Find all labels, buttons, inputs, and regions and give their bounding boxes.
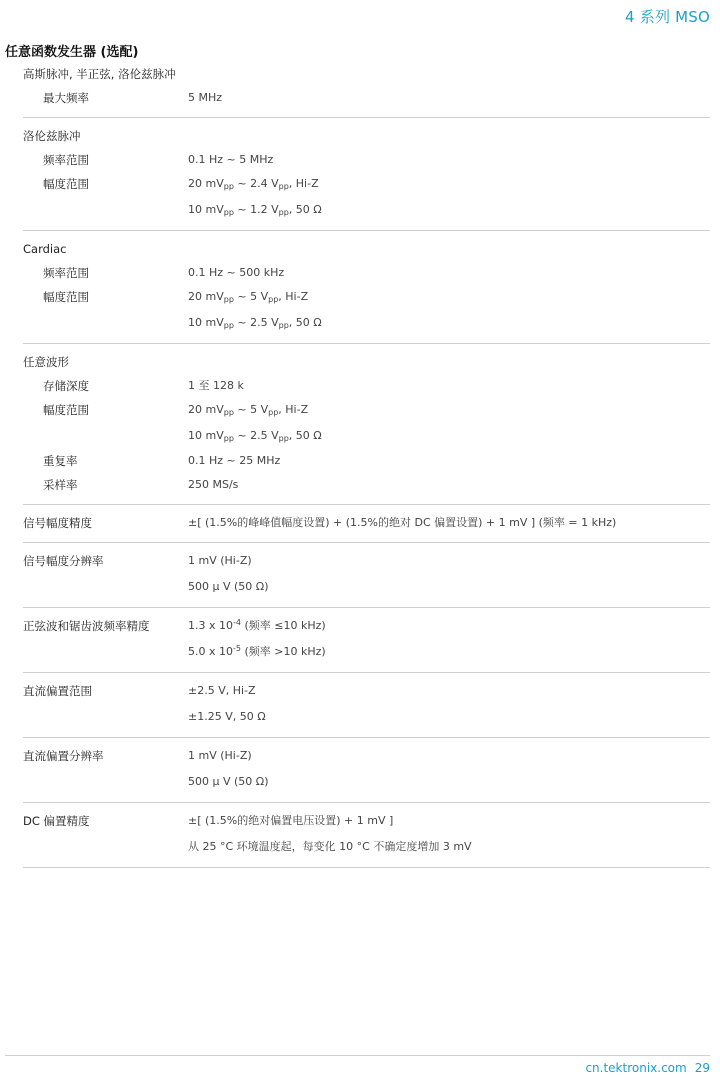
spec-group-frequency-accuracy [23, 608, 710, 673]
frequency-range-value: 0.1 Hz ~ 5 MHz [188, 153, 274, 166]
amplitude-line-2: 10 $mV_{pp}$ ~ 1.2 $V_{pp}$, 50 Ω [188, 203, 322, 217]
amplitude-accuracy-value: ±[ (1.5%的峰峰值幅度设置) + (1.5%的绝对 DC 偏置设置) + 1 mV ] (频率 = 1 kHz) [188, 516, 617, 529]
value-line-2: ±1.25 V, 50 Ω [188, 710, 266, 723]
footer-url-link[interactable]: cn.tektronix.com [585, 1061, 687, 1075]
dc-offset-accuracy-value [188, 809, 710, 860]
value-line-1: 1.3 x $10^{-4}$ (频率 ≤10 kHz) [188, 618, 326, 632]
sample-rate-label: 采样率 [43, 478, 78, 492]
group-heading: 任意波形 [23, 355, 69, 369]
memory-depth-value: 1 至 128 k [188, 379, 244, 392]
amplitude-accuracy-label: 信号幅度精度 [23, 516, 92, 530]
section-title: 任意函数发生器 (选配) [5, 45, 139, 60]
value-line-2: 500 μ V (50 Ω) [188, 775, 269, 788]
footer [585, 1061, 710, 1075]
value-line-1: ±[ (1.5%的绝对偏置电压设置) + 1 mV ] [188, 814, 394, 827]
value-line-1: 1 mV (Hi-Z) [188, 554, 252, 567]
amplitude-line-2: 10 $mV_{pp}$ ~ 2.5 $V_{pp}$, 50 Ω [188, 429, 322, 443]
amplitude-resolution-value [188, 549, 710, 600]
amplitude-line-1: 20 $mV_{pp}$ ~ 2.4 $V_{pp}$, Hi-Z [188, 177, 319, 191]
dc-offset-range-value [188, 679, 710, 730]
spec-group-dc-offset-accuracy [23, 803, 710, 868]
repetition-rate-value: 0.1 Hz ~ 25 MHz [188, 454, 281, 467]
header-title: 4 系列 MSO [625, 8, 710, 26]
sample-rate-value: 250 MS/s [188, 478, 239, 491]
dc-offset-resolution-label: 直流偏置分辨率 [23, 749, 104, 763]
value-line-1: 1 mV (Hi-Z) [188, 749, 252, 762]
amplitude-line-1: 20 $mV_{pp}$ ~ 5 $V_{pp}$, Hi-Z [188, 290, 309, 304]
repetition-rate-label: 重复率 [43, 454, 78, 468]
value-line-2: 5.0 x $10^{-5}$ (频率 >10 kHz) [188, 644, 326, 658]
frequency-range-label: 频率范围 [43, 266, 89, 280]
page-number: 29 [694, 1061, 710, 1075]
dc-offset-range-label: 直流偏置范围 [23, 684, 92, 698]
value-line-2: 500 μ V (50 Ω) [188, 580, 269, 593]
dc-offset-resolution-value [188, 744, 710, 795]
amplitude-line-1: 20 $mV_{pp}$ ~ 5 $V_{pp}$, Hi-Z [188, 403, 309, 417]
amplitude-resolution-label: 信号幅度分辨率 [23, 554, 104, 568]
value-line-1: ±2.5 V, Hi-Z [188, 684, 256, 697]
max-frequency-value: 5 MHz [188, 91, 223, 104]
spec-group-amplitude-resolution [23, 543, 710, 608]
spec-group-cardiac [23, 231, 710, 344]
spec-group-arbitrary [23, 344, 710, 505]
amplitude-range-label: 幅度范围 [43, 290, 89, 304]
dc-offset-accuracy-label: DC 偏置精度 [23, 814, 90, 828]
memory-depth-label: 存储深度 [43, 379, 89, 393]
amplitude-line-2: 10 $mV_{pp}$ ~ 2.5 $V_{pp}$, 50 Ω [188, 316, 322, 330]
group-heading: 洛伦兹脉冲 [23, 129, 81, 143]
value-line-2: 从 25 °C 环境温度起，每变化 10 °C 不确定度增加 3 mV [188, 840, 472, 853]
frequency-range-value: 0.1 Hz ~ 500 kHz [188, 266, 285, 279]
group-heading: 高斯脉冲, 半正弦, 洛伦兹脉冲 [23, 67, 176, 81]
frequency-range-label: 频率范围 [43, 153, 89, 167]
spec-table [23, 62, 710, 868]
frequency-accuracy-value [188, 614, 710, 665]
group-heading: Cardiac [23, 242, 67, 256]
amplitude-range-label: 幅度范围 [43, 177, 89, 191]
max-frequency-label: 最大频率 [43, 91, 89, 105]
spec-group-gaussian [23, 62, 710, 118]
amplitude-range-value [188, 285, 710, 336]
spec-group-dc-offset-range [23, 673, 710, 738]
spec-group-dc-offset-resolution [23, 738, 710, 803]
footer-divider [5, 1055, 710, 1056]
frequency-accuracy-label: 正弦波和锯齿波频率精度 [23, 619, 150, 633]
spec-group-lorentz [23, 118, 710, 231]
amplitude-range-value [188, 398, 710, 449]
amplitude-range-label: 幅度范围 [43, 403, 89, 417]
spec-group-amplitude-accuracy [23, 505, 710, 543]
amplitude-range-value [188, 172, 710, 223]
